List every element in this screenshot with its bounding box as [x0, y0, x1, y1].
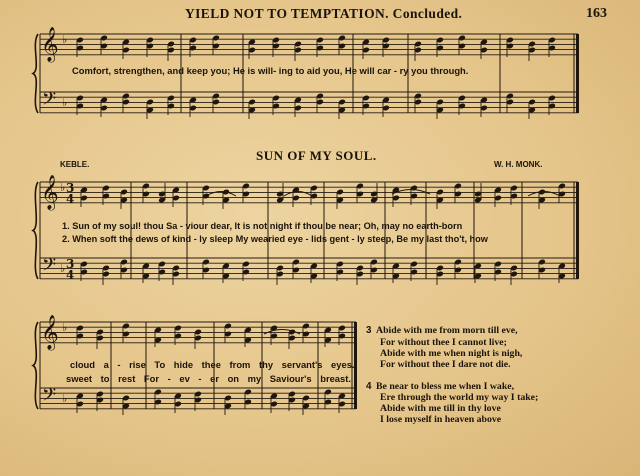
bass-clef: 𝄢: [42, 89, 57, 114]
treble-clef: 𝄞: [41, 27, 59, 62]
page-header-title: YIELD NOT TO TEMPTATION. Concluded.: [185, 6, 463, 21]
stanza-number: 3: [366, 325, 372, 336]
composer-name: W. H. MONK.: [494, 160, 543, 169]
stanza-line: Abide with me when night is nigh,: [380, 348, 523, 359]
stanza-line: Be near to bless me when I wake,: [376, 381, 515, 392]
treble-clef: 𝄞: [41, 175, 59, 210]
system-brace: [33, 322, 38, 409]
time-signature: 4: [66, 268, 75, 282]
system1-treble-staff: [40, 34, 578, 55]
system3-verse2: sweet to rest For - ev - er on my Saviour's breast.: [66, 373, 351, 384]
stanza-number: 4: [366, 381, 372, 392]
stanza-line: Ere through the world my way I take;: [380, 392, 539, 403]
flat-icon: ♭: [62, 321, 68, 334]
system1-lyric: Comfort, strengthen, and keep you; He is will- ing to aid you, He will car - ry you through.: [72, 65, 469, 76]
time-signature: 3: [66, 257, 75, 271]
system2-verse1: 1. Sun of my soul! thou Sa - viour dear, It is not night if thou be near; Oh, may no earth-born: [62, 221, 463, 231]
bass-clef: 𝄢: [42, 385, 57, 410]
time-signature: 4: [66, 192, 75, 206]
system2-verse2: 2. When soft the dews of kind - ly sleep My wearied eye - lids gent - ly steep, Be my last tho't, how: [62, 234, 488, 244]
page-number: 163: [586, 6, 607, 21]
flat-icon: ♭: [60, 181, 66, 194]
flat-icon: ♭: [62, 33, 68, 46]
bass-clef: 𝄢: [42, 255, 57, 280]
stanza-line: For without thee I dare not die.: [380, 359, 511, 370]
system-brace: [33, 34, 38, 113]
flat-icon: ♭: [62, 96, 68, 109]
tune-name: KEBLE.: [60, 160, 90, 169]
system-brace: [33, 182, 38, 279]
final-barline-thick: [576, 34, 579, 113]
stanza-line: I lose myself in heaven above: [380, 414, 502, 425]
stanza-line: For without thee I cannot live;: [380, 337, 507, 348]
system3-verse1: cloud a - rise To hide thee from thy servant's eyes.: [70, 359, 355, 370]
hymn-title: SUN OF MY SOUL.: [256, 148, 377, 163]
treble-clef: 𝄞: [41, 315, 59, 350]
flat-icon: ♭: [62, 392, 68, 405]
time-signature: 3: [66, 181, 75, 195]
stanza-line: Abide with me till in thy love: [380, 403, 501, 414]
stanza-line: Abide with me from morn till eve,: [376, 325, 518, 336]
flat-icon: ♭: [60, 262, 66, 275]
final-barline-thick: [576, 182, 579, 279]
system1-bass-staff: [40, 92, 578, 113]
